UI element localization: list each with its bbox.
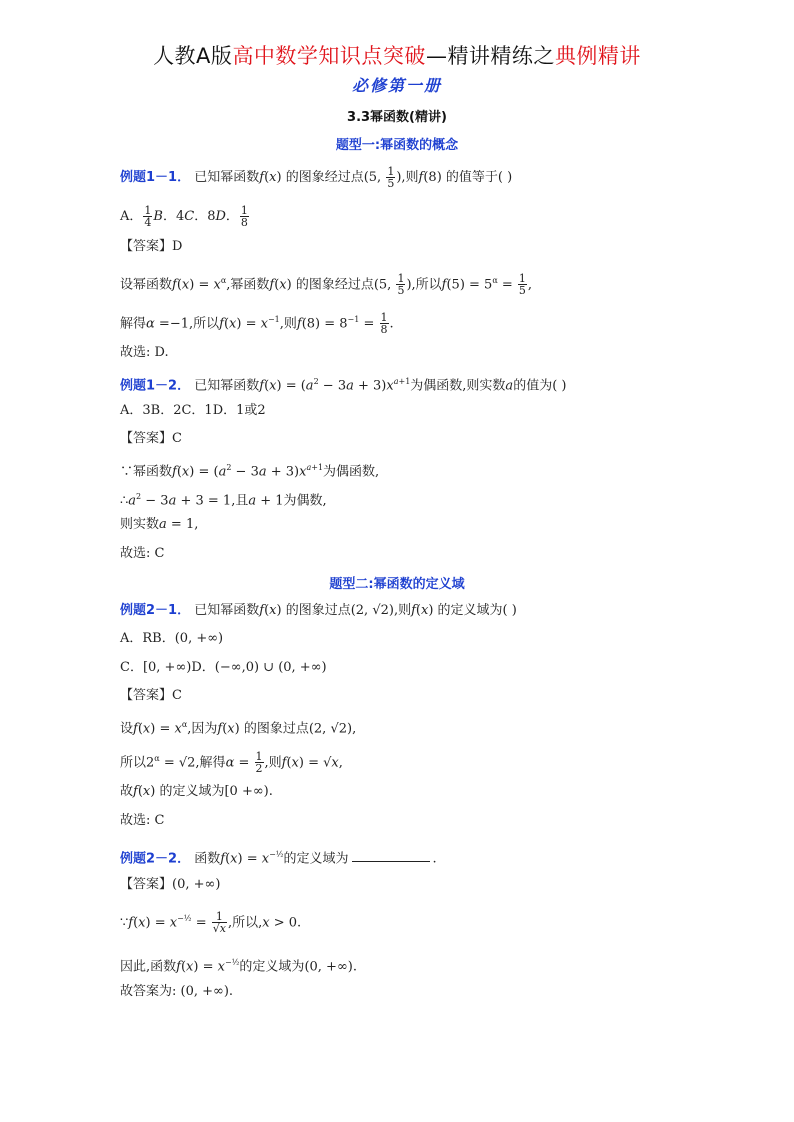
solution-text: ,因为 [187, 721, 218, 737]
example-2-2-question: 例题2－2． 函数$f(x) = x^{-\frac{1}{2}}$的定义域为 . [120, 850, 437, 867]
question-text: 的图象经过点 [285, 170, 364, 185]
solution-text: 故 [120, 784, 134, 799]
solution-text: 的图象经过点 [295, 277, 374, 293]
question-text: 的值为( ) [513, 378, 567, 394]
section-heading-1: 题型一:幂函数的概念 [335, 138, 459, 153]
example-1-2-question: 例题1－2． 已知幂函数$f(x) = (a^2 - 3a + 3)x^{a+1}$为偶函数,则实数a的值为( ) [120, 377, 567, 394]
solution-text: ,所以 [189, 316, 220, 332]
solution-text: 所以 [120, 755, 147, 771]
question-text: 已知幂函数 [194, 378, 260, 394]
question-text: 为偶函数,则实数 [410, 378, 506, 394]
example-2-1-solution-line-2: 所以$2^\alpha = √2$,解得α = $\frac{1}{2}$ ,则f(x) = √x, [120, 750, 343, 776]
solution-text: 为偶数, [283, 493, 327, 509]
example-1-2-answer: 【答案】C [120, 431, 182, 446]
solution-text: [0 +∞). [224, 784, 273, 799]
solution-text: ,幂函数 [226, 277, 270, 293]
question-text: 的定义域为 [283, 851, 349, 867]
solution-text: ,则 [279, 316, 297, 332]
solution-text: 则实数 [120, 517, 160, 532]
header-title-part3: —精讲精练之 [425, 44, 555, 68]
example-2-2-final: 故答案为: (0, +∞). [120, 984, 234, 999]
example-2-2-solution-line-1: ∵f(x) = $x^{-\frac{1}{2}}$ = $\frac{1}{√x}$ ,所以,x > 0. [120, 910, 302, 936]
solution-text: 设幂函数 [120, 277, 173, 293]
example-1-1-options: A． $\frac{1}{4}$ B．4C．8D． $\frac{1}{8}$ [120, 204, 248, 229]
option-prefix: A． [120, 209, 143, 224]
solution-text: ,所以, [227, 915, 263, 931]
header-title-part2: 高中数学知识点突破 [232, 44, 426, 68]
example-2-1-solution-line-3: 故f(x) 的定义域为[0 +∞). [120, 784, 273, 799]
example-1-2-final: 故选: C [120, 546, 165, 561]
example-2-1-options-row-2: C．[0, +∞)D．(−∞,0) ∪ (0, +∞) [120, 660, 327, 675]
example-1-1-solution-line-2: 解得α =−1,所以$f(x) = x^{-1}$,则$f(8) = 8^{-1}$ = $\frac{1}{8}$ . [120, 311, 394, 337]
solution-text: 为偶函数, [323, 464, 380, 480]
example-1-2-solution-line-3: 则实数a = 1, [120, 517, 199, 532]
question-text: ,则 [393, 603, 412, 618]
question-text: 已知幂函数 [194, 603, 260, 618]
answer-blank [352, 861, 430, 862]
question-text: 的图象过点 [285, 603, 351, 618]
solution-text: ,所以 [411, 277, 442, 293]
question-text: 的定义域为( ) [437, 603, 517, 618]
solution-text: (0, +∞). [304, 959, 357, 975]
page-subtitle: 必修第一册 [351, 76, 442, 95]
example-label: 例题2－1． [120, 603, 191, 618]
solution-text: 的定义域为 [239, 959, 305, 975]
question-text: ,则 [401, 170, 419, 185]
section-heading-2: 题型二:幂函数的定义域 [329, 577, 465, 592]
solution-text: ,解得 [195, 755, 226, 771]
example-2-1-options-row-1: A．RB．(0, +∞) [120, 631, 224, 646]
page-header-title [0, 40, 794, 70]
question-text: 已知幂函数 [194, 170, 260, 185]
example-1-2-solution-line-1: ∵幂函数$f(x) = (a^2 - 3a + 3)x^{a+1}$为偶函数, [120, 463, 380, 480]
example-1-1-solution-line-1: 设幂函数$f(x) = x^\alpha$,幂函数f(x) 的图象经过点(5, $\frac{1}{5}$ ),所以$f(5) = 5^\alpha$ = $\frac{1}{5}$ , [120, 272, 533, 298]
question-text: 函数 [194, 851, 221, 867]
solution-text: 的图象过点 [243, 721, 309, 737]
document-title: 3.3幂函数(精讲) [347, 110, 447, 125]
example-1-1-question: 例题1－1． 已知幂函数f(x) 的图象经过点(5, $\frac{1}{5}$ ),则f(8) 的值等于( ) [120, 165, 513, 190]
example-label: 例题1－1． [120, 170, 191, 185]
example-1-2-solution-line-2: $\therefore a^2 - 3a + 3 = 1$,且a + 1为偶数, [120, 492, 327, 509]
solution-text: ,且 [231, 493, 249, 509]
example-1-2-options: A．3B．2C．1D．1或2 [120, 403, 266, 418]
header-title-part4: 典例精讲 [554, 44, 641, 68]
solution-text: 设 [120, 721, 134, 737]
example-2-2-solution-line-2: 因此,函数$f(x) = x^{-\frac{1}{2}}$的定义域为(0, +∞). [120, 958, 357, 975]
solution-text: ∴ [120, 493, 129, 509]
solution-text: 的定义域为 [159, 784, 225, 799]
example-2-2-answer: 【答案】(0, +∞) [120, 877, 221, 892]
solution-text: ∵幂函数 [120, 464, 173, 480]
example-2-1-question: 例题2－1． 已知幂函数f(x) 的图象过点(2, √2),则f(x) 的定义域为( ) [120, 603, 517, 618]
example-2-1-answer: 【答案】C [120, 688, 182, 703]
solution-text: 因此,函数 [120, 959, 177, 975]
solution-text: 解得 [120, 316, 147, 332]
example-2-1-final: 故选: C [120, 813, 165, 828]
example-1-1-final: 故选: D. [120, 345, 169, 360]
header-title-part1: 人教A版 [153, 44, 233, 68]
example-1-1-answer: 【答案】D [120, 239, 183, 254]
example-label: 例题2－2． [120, 851, 191, 867]
example-2-1-solution-line-1: 设$f(x) = x^\alpha$,因为f(x) 的图象过点(2, √2), [120, 720, 357, 737]
question-text: 的值等于( ) [445, 170, 513, 185]
solution-text: ,则 [264, 755, 282, 771]
example-label: 例题1－2． [120, 378, 191, 394]
